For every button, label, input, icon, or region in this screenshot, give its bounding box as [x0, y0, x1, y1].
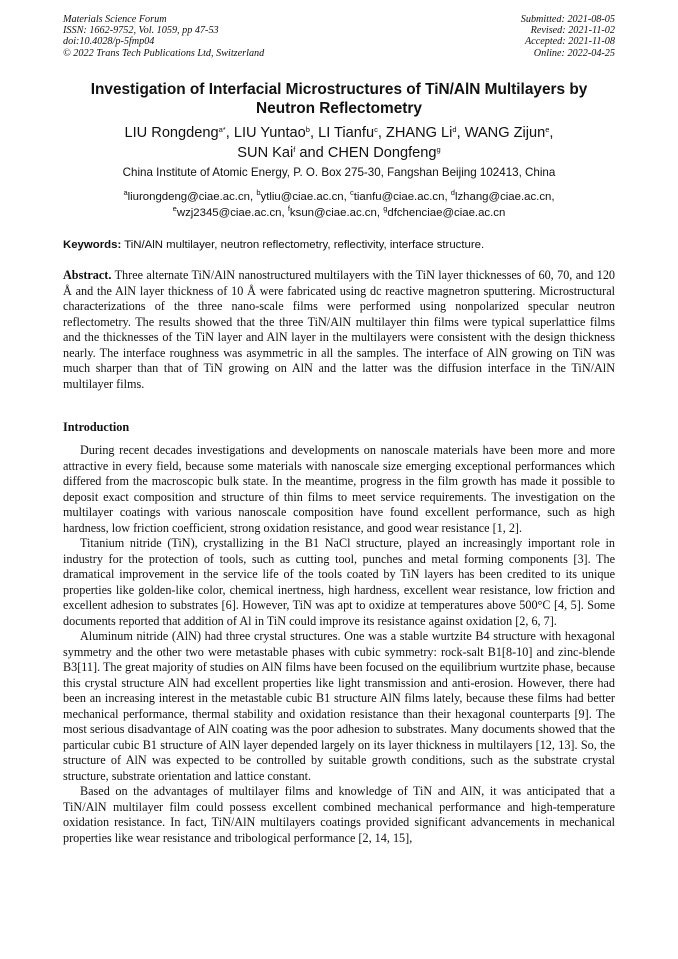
- email-item[interactable]: $^g$dfchenciae@ciae.ac.cn: [383, 204, 506, 219]
- email-item[interactable]: $^d$lzhang@ciae.ac.cn: [450, 188, 552, 203]
- author: ZHANG Li$^d$,: [385, 125, 465, 141]
- journal-issn: ISSN: 1662-9752, Vol. 1059, pp 47-53: [63, 25, 219, 37]
- email-item[interactable]: $^f$ksun@ciae.ac.cn: [287, 204, 377, 219]
- affiliation: China Institute of Atomic Energy, P. O. Box 275-30, Fangshan Beijing 102413, China: [122, 166, 556, 179]
- body-paragraph: During recent decades investigations and developments on nanoscale materials have been more and more attractive in every field, because some materials with nanoscale size emerging exceptional performances which differed from the macroscopic bulk state. In the meantime, progress in the film growth has made it possible to deposit exact composition and structure of thin films to meet service requirements. The investigation on the multilayer coatings with various nanoscale composition have found excellent performance, such as high hardness, low friction coefficient, strong oxidation resistance, and good wear resistance [1, 2].: [63, 443, 615, 535]
- abstract: [63, 268, 615, 392]
- email-item[interactable]: $^c$tianfu@ciae.ac.cn: [349, 188, 445, 203]
- journal-info: [63, 14, 264, 59]
- author: LIU Rongdeng$^{a*}$,: [124, 125, 234, 141]
- journal-doi: doi:10.4028/p-5fmp04: [63, 36, 155, 48]
- body-paragraph: Based on the advantages of multilayer films and knowledge of TiN and AlN, it was anticipated that a TiN/AlN multilayer film could possess excellent combined mechanical performance and high-temperature oxidation resistance. In fact, TiN/AlN multilayers coatings provided significant advancements in mechanical properties like wear resistance and tribological performance [2, 14, 15],: [63, 784, 615, 845]
- abstract-text: Three alternate TiN/AlN nanostructured multilayers with the TiN layer thicknesses of 60, 70, and 120 Å and the AlN layer thickness of 10 Å were fabricated using dc reactive magnetron sputtering. Microstructural characterizations of the three nano-scale films were performed using nonpolarized specular neutron reflectometry. The results showed that the three TiN/AlN multilayer thin films were typical superlattice films and the thicknesses of the TiN layer and AlN layer in the multilayers were consistent with the design thickness nearly. The interface roughness was asymmetric in all the samples. The interface of AlN growing on TiN was much sharper than that of TiN growing on AlN and the latter was the diffusion interface in the TiN/AlN multilayer films.: [63, 268, 616, 391]
- email-item[interactable]: $^e$wzj2345@ciae.ac.cn: [172, 204, 282, 219]
- date-revised: Revised: 2021-11-02: [530, 25, 615, 37]
- author: LIU Yuntao$^b$,: [233, 125, 319, 141]
- date-accepted: Accepted: 2021-11-08: [524, 36, 615, 48]
- section-heading-introduction: Introduction: [63, 420, 130, 434]
- keywords: [63, 238, 615, 252]
- date-online: Online: 2022-04-25: [533, 47, 615, 59]
- author: SUN Kai$^f$ and: [237, 145, 328, 161]
- author-list: [63, 123, 615, 163]
- publication-dates: [521, 14, 615, 59]
- keywords-label: Keywords:: [63, 239, 122, 251]
- email-item[interactable]: $^a$liurongdeng@ciae.ac.cn: [123, 188, 250, 203]
- body-paragraph: Titanium nitride (TiN), crystallizing in the B1 NaCl structure, played an increasingly important role in industry for the protection of tools, such as cutting tool, punches and metal forming components [3]. The dramatical improvement in the service life of the tools coated by TiN layers has been credited to its unique properties like golden-like color, chemical inertness, high hardness, excellent wear resistance, low friction and excellent adhesion to substrates [6]. However, TiN was apt to oxidize at temperatures above 500°C [4, 5]. Some documents reported that addition of Al in TiN could improve its resistance against oxidation [2, 6, 7].: [63, 536, 615, 628]
- introduction-body: [63, 443, 615, 846]
- author: LI Tianfu$^c$,: [318, 125, 386, 141]
- author: CHEN Dongfeng$^g$: [327, 145, 441, 161]
- date-submitted: Submitted: 2021-08-05: [520, 14, 615, 25]
- journal-copyright: © 2022 Trans Tech Publications Ltd, Switzerland: [63, 47, 265, 59]
- author: WANG Zijun$^e$,: [464, 125, 554, 141]
- email-item[interactable]: $^b$ytliu@ciae.ac.cn: [256, 188, 344, 203]
- journal-name: Materials Science Forum: [63, 14, 167, 25]
- body-paragraph: Aluminum nitride (AlN) had three crystal structures. One was a stable wurtzite B4 structure with hexagonal symmetry and the other two were metastable phases with cubic symmetry: rock-salt B1[8-10] and zinc-blende B3[11]. The great majority of studies on AlN films have been focused on the equilibrium wurtzite phase, because this crystal structure AlN had excellent properties like light transmission and anti-erosion. However, there had been an increasing interest in the metastable cubic B1 structure AlN films lately, because these films had better mechanical performance, thermal stability and oxidation resistance than their hexagonal counterparts [9]. The most serious disadvantage of AlN coating was the poor adhesion to substrates. Many documents showed that the particular cubic B1 structure of AlN layer depended largely on its layer thickness in multilayers [12, 13]. So, the structure of AlN was expected to be controlled by suitable growth conditions, such as the substrate crystal structure, substrate orientation and lattice constant.: [63, 629, 616, 783]
- paper-title: Investigation of Interfacial Microstructures of TiN/AlN Multilayers by Neutron Reflectometry: [90, 81, 588, 117]
- author-emails: $^a$liurongdeng@ciae.ac.cn, $^b$ytliu@ciae.ac.cn, $^c$tianfu@ciae.ac.cn, $^d$lzhang@ciae.ac.cn, $^e$wzj2345@ciae.ac.cn, $^f$ksun@ciae.ac.cn, $^g$dfchenciae@ciae.ac.cn: [123, 188, 555, 219]
- abstract-label: Abstract.: [63, 268, 112, 282]
- keywords-text: TiN/AlN multilayer, neutron reflectometry, reflectivity, interface structure.: [124, 239, 485, 251]
